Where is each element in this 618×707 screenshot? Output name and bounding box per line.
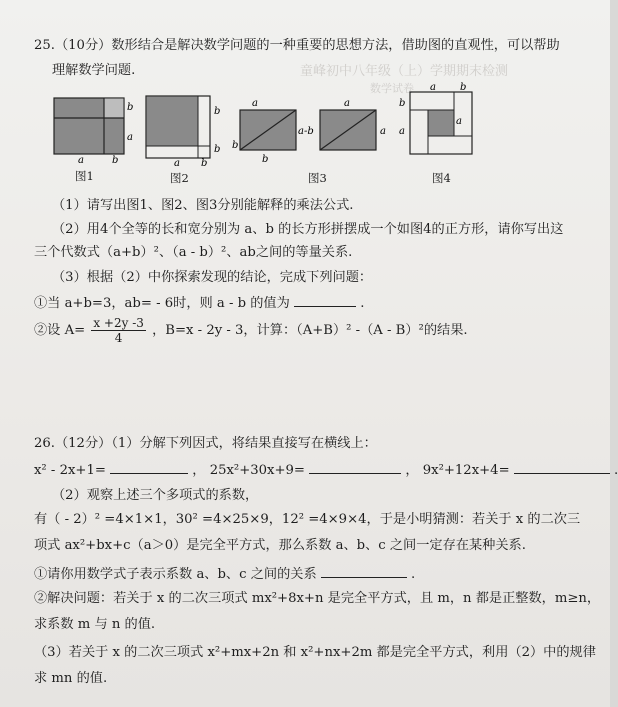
- fig4-label-a-left: a: [399, 126, 405, 137]
- fig1-label-a-bottom: a: [78, 155, 84, 166]
- fig2-shaded: [146, 96, 198, 146]
- bleed-through-title: 童峰初中八年级（上）学期期末检测: [300, 64, 509, 79]
- q25-sub1-answer-blank[interactable]: [294, 294, 356, 307]
- fig3-label-amb: a-b: [298, 126, 314, 137]
- fig3-label-a-top: a: [252, 98, 258, 109]
- q25-part1: （1）请写出图1、图2、图3分别能解释的乘法公式.: [52, 198, 354, 213]
- fraction-numerator: x +2y -3: [93, 316, 144, 330]
- q26-stem: 26.（12分）（1）分解下列因式，将结果直接写在横线上：: [34, 436, 377, 451]
- q25-sub1-end: .: [360, 296, 365, 311]
- q26-part2: （2）观察上述三个多项式的系数，: [52, 488, 259, 503]
- q25-sub1-text: ①当 a+b=3，ab= - 6时，则 a - b 的值为: [34, 296, 290, 311]
- fig1-label-a-right: a: [127, 132, 133, 143]
- fig4-center-square: [428, 110, 454, 136]
- q26-factor-line: [34, 461, 618, 479]
- fig3-label-a-top2: a: [344, 98, 350, 109]
- fig4-label-b-top: b: [460, 82, 467, 93]
- q26-sub2-line1: ②解决问题：若关于 x 的二次三项式 mx²+8x+n 是完全平方式，且 m，n 都是正整数，m≥n，: [34, 591, 601, 606]
- fig4-label-b-left: b: [399, 98, 406, 109]
- q25-stem-line2: 理解数学问题.: [52, 63, 136, 78]
- q26-observation: 有（ - 2）² =4×1×1，30² =4×25×9，12² =4×9×4，于是小明猜测：若关于 x 的二次三: [34, 512, 581, 527]
- q26-sub1-answer-blank[interactable]: [321, 565, 407, 578]
- fig4-label-a-inner: a: [456, 116, 462, 127]
- fraction-denominator: 4: [114, 331, 123, 345]
- fig1-label-b-right: b: [127, 102, 134, 113]
- bleed-through-subtitle: 数学试卷: [370, 82, 414, 95]
- q25-part3: （3）根据（2）中你探索发现的结论，完成下列问题：: [52, 270, 373, 285]
- q26-sub1-end: .: [411, 567, 416, 582]
- q26-expr2-answer-blank[interactable]: [309, 461, 401, 474]
- q26-sep2: ，: [405, 463, 419, 478]
- figure-2: [144, 94, 224, 169]
- q26-expr1-answer-blank[interactable]: [110, 461, 188, 474]
- fig2-label-b-right: b: [214, 106, 221, 117]
- fig3-label-b-bottom: b: [262, 154, 269, 165]
- fig3-label-b-left: b: [232, 140, 239, 151]
- fig1-small-square: [104, 98, 124, 118]
- q26-sep1: ，: [192, 463, 206, 478]
- q26-part3-line2: 求 mn 的值.: [34, 671, 108, 686]
- q26-part3-line1: （3）若关于 x 的二次三项式 x²+mx+2n 和 x²+nx+2m 都是完全平方式，利用（2）中的规律: [34, 645, 596, 660]
- q25-part2-line1: （2）用4个全等的长和宽分别为 a、b 的长方形拼摆成一个如图4的正方形，请你写出这: [52, 222, 564, 237]
- fig2-caption: 图2: [170, 171, 189, 185]
- q25-sub2: [34, 316, 468, 345]
- fig2-label-a-bottom: a: [174, 158, 180, 169]
- q26-expr2: 25x²+30x+9=: [209, 463, 305, 478]
- q26-sub2-line2: 求系数 m 与 n 的值.: [34, 617, 156, 632]
- figure-4: [396, 84, 480, 168]
- q26-sub1: [34, 565, 415, 583]
- q25-sub2-fraction: [91, 316, 146, 345]
- fig1-caption: 图1: [75, 169, 94, 183]
- q26-observation-line2: 项式 ax²+bx+c（a＞0）是完全平方式，那么系数 a、b、c 之间一定存在某种关系.: [34, 538, 526, 553]
- q25-part2-line2: 三个代数式（a+b）²、（a - b）²、ab之间的等量关系.: [34, 245, 353, 260]
- figure-1: [52, 96, 132, 164]
- q25-sub1: [34, 294, 364, 312]
- q26-expr3-answer-blank[interactable]: [514, 461, 610, 474]
- fig2-label-b2-right: b: [214, 144, 221, 155]
- fig1-label-b-bottom: b: [112, 155, 119, 166]
- fig4-caption: 图4: [432, 171, 451, 185]
- q26-expr1: x² - 2x+1=: [34, 463, 106, 478]
- fig3-label-a-right: a: [380, 126, 386, 137]
- q25-sub2-pre: ②设 A=: [34, 323, 86, 338]
- q26-sub1-text: ①请你用数学式子表示系数 a、b、c 之间的关系: [34, 567, 317, 582]
- q25-stem-line1: 25.（10分）数形结合是解决数学问题的一种重要的思想方法，借助图的直观性，可以帮助: [34, 38, 560, 53]
- fig4-label-a-top: a: [430, 82, 436, 93]
- q26-expr3: 9x²+12x+4=: [422, 463, 510, 478]
- q26-end: .: [614, 463, 618, 478]
- fig2-label-b-bottom: b: [201, 158, 208, 169]
- q25-sub2-post: ，B=x - 2y - 3，计算：（A+B）² -（A - B）²的结果.: [152, 323, 468, 338]
- fig3-caption: 图3: [308, 171, 327, 185]
- figure-3: [232, 96, 392, 166]
